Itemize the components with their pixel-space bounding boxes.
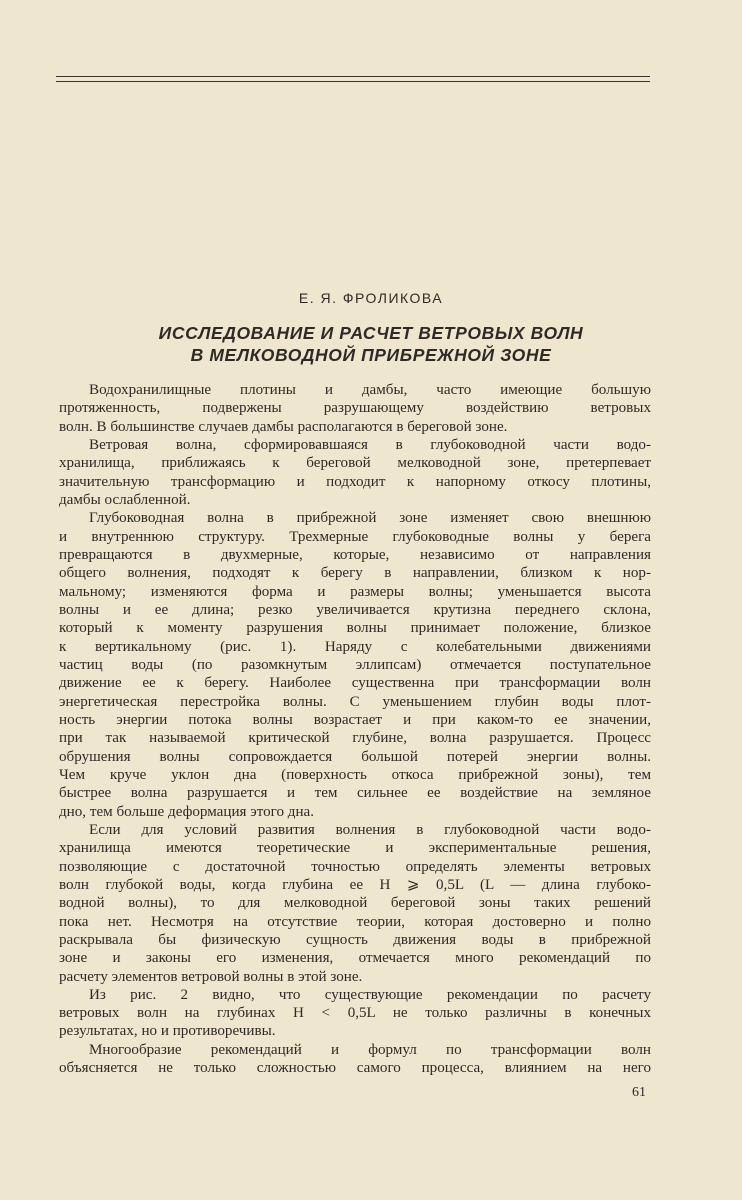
text-line: ветровых волн на глубинах H < 0,5L не только различны в конечных	[59, 1005, 651, 1022]
text-line: мальному; изменяются форма и размеры волны; уменьшается высота	[59, 583, 651, 600]
text-line: движение ее к берегу. Наиболее существенна при трансформации волн	[59, 675, 651, 692]
text-line: который к моменту разрушения волны принимает положение, близкое	[59, 620, 651, 637]
page-number: 61	[632, 1085, 646, 1100]
text-line: ность энергии потока волны возрастает и при каком-то ее значении,	[59, 711, 651, 728]
title-line: ИССЛЕДОВАНИЕ И РАСЧЕТ ВЕТРОВЫХ ВОЛН	[158, 323, 584, 343]
text-line: дамбы ослабленной.	[59, 491, 191, 508]
header-rule-thick	[56, 76, 650, 77]
text-line: позволяющие с достаточной точностью определять элементы ветровых	[59, 858, 651, 875]
text-line: частиц воды (по разомкнутым эллипсам) отмечается поступательное	[59, 656, 651, 673]
text-line: Если для условий развития волнения в глубоководной части водо-	[89, 821, 651, 838]
title-line: В МЕЛКОВОДНОЙ ПРИБРЕЖНОЙ ЗОНЕ	[190, 345, 552, 365]
text-line: волн. В большинстве случаев дамбы располагаются в береговой зоне.	[59, 418, 508, 435]
text-line: протяженность, подвержены разрушающему воздействию ветровых	[59, 400, 651, 417]
text-line: при так называемой критической глубине, волна разрушается. Процесс	[59, 730, 651, 747]
text-line: Из рис. 2 видно, что существующие рекомендации по расчету	[89, 986, 651, 1003]
text-line: хранилища имеются теоретические и экспериментальные решения,	[59, 840, 651, 857]
text-line: Многообразие рекомендаций и формул по трансформации волн	[89, 1041, 651, 1058]
text-line: пока нет. Несмотря на отсутствие теории, которая достоверно и полно	[59, 913, 651, 930]
header-rule-thin	[56, 81, 650, 82]
text-line: зоне и законы его изменения, отмечается много рекомендаций по	[59, 950, 651, 967]
text-line: хранилища, приближаясь к береговой мелководной зоне, претерпевает	[59, 455, 651, 472]
text-line: дно, тем больше деформация этого дна.	[59, 803, 315, 820]
text-line: объясняется не только сложностью самого процесса, влиянием на него	[59, 1060, 651, 1077]
text-line: Глубоководная волна в прибрежной зоне изменяет свою внешнюю	[89, 510, 651, 527]
text-line: раскрывала бы физическую сущность движения воды в прибрежной	[59, 931, 651, 948]
text-line: и внутреннюю структуру. Трехмерные глубоководные волны у берега	[59, 528, 651, 545]
text-line: волны и ее длина; резко увеличивается крутизна переднего склона,	[59, 601, 651, 618]
text-line: Водохранилищные плотины и дамбы, часто имеющие большую	[89, 382, 651, 398]
author-name: Е. Я. ФРОЛИКОВА	[298, 290, 444, 306]
article-title	[0, 322, 742, 366]
article-body	[59, 381, 651, 1077]
text-line: водной волны), то для мелководной береговой зоны таких решений	[59, 895, 651, 912]
text-line: к вертикальному (рис. 1). Наряду с колебательными движениями	[59, 638, 651, 655]
text-line: быстрее волна разрушается и тем сильнее ее воздействие на земляное	[59, 785, 651, 802]
text-line: Ветровая волна, сформировавшаяся в глубоководной части водо-	[89, 436, 651, 453]
text-line: расчету элементов ветровой волны в этой зоне.	[59, 968, 363, 985]
text-line: значительную трансформацию и подходит к напорному откосу плотины,	[59, 473, 651, 490]
text-line: волн глубокой воды, когда глубина ее H ⩾ 0,5L (L — длина глубоко-	[59, 876, 651, 893]
text-line: Чем круче уклон дна (поверхность откоса прибрежной зоны), тем	[59, 766, 651, 783]
text-line: общего волнения, подходят к берегу в направлении, близком к нор-	[59, 565, 651, 582]
text-line: обрушения волны сопровождается большой потерей энергии волны.	[59, 748, 651, 765]
text-line: превращаются в двухмерные, которые, независимо от направления	[59, 546, 651, 563]
text-line: результатах, но и противоречивы.	[59, 1023, 276, 1040]
text-line: энергетическая перестройка волны. С уменьшением глубин воды плот-	[59, 693, 651, 710]
